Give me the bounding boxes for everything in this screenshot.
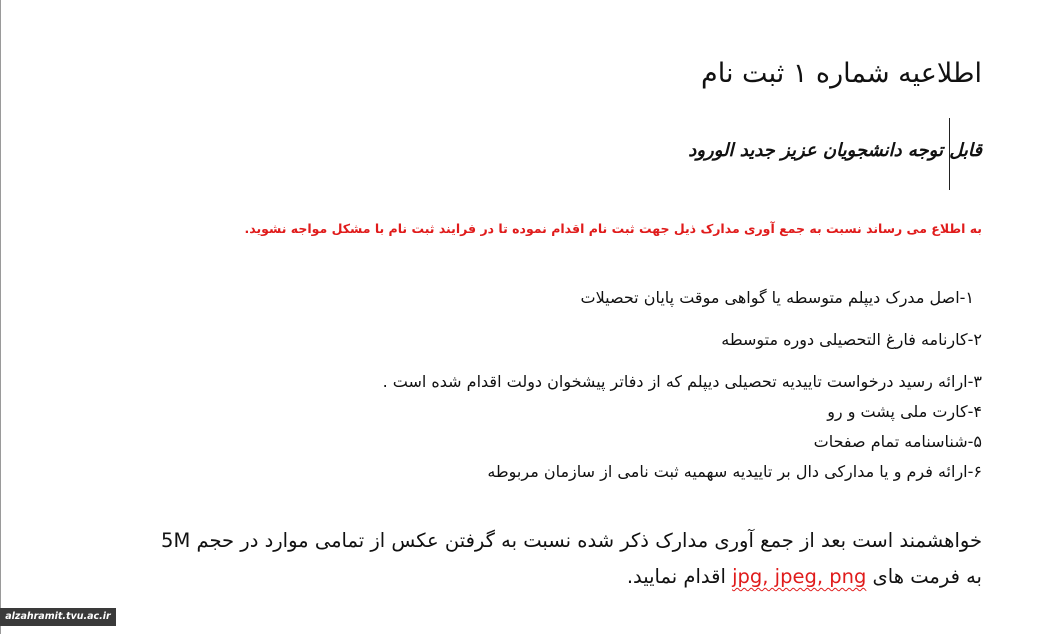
requirement-item: ۳-ارائه رسید درخواست تاییدیه تحصیلی دیپلم که از دفاتر پیشخوان دولت اقدام شده است . <box>382 372 982 391</box>
closing-line-2-prefix: به فرمت های <box>872 565 982 588</box>
site-watermark: alzahramit.tvu.ac.ir <box>0 608 116 626</box>
notice-text: به اطلاع می رساند نسبت به جمع آوری مدارک ذیل جهت ثبت نام اقدام نموده تا در فرایند ثبت نام با مشکل مواجه نشوید. <box>244 221 982 236</box>
closing-line-1: خواهشمند است بعد از جمع آوری مدارک ذکر شده نسبت به گرفتن عکس از تمامی موارد در حجم 5M <box>161 529 982 552</box>
requirement-item: ۲-کارنامه فارغ التحصیلی دوره متوسطه <box>721 330 982 349</box>
announcement-title: اطلاعیه شماره ۱ ثبت نام <box>701 58 982 89</box>
requirement-item: ۶-ارائه فرم و یا مدارکی دال بر تاییدیه سهمیه ثبت نامی از سازمان مربوطه <box>487 462 982 481</box>
closing-line-2 <box>22 559 982 595</box>
page-left-border <box>0 0 1 634</box>
requirement-item: ۵-شناسنامه تمام صفحات <box>813 432 982 451</box>
closing-line-2-suffix: اقدام نمایید. <box>626 565 726 588</box>
file-formats: jpg, jpeg, png <box>732 565 867 588</box>
closing-paragraph <box>22 523 982 595</box>
requirement-item: ۴-کارت ملی پشت و رو <box>827 402 982 421</box>
greeting-line: قابل توجه دانشجویان عزیز جدید الورود <box>688 140 982 161</box>
requirement-item: ۱-اصل مدرک دیپلم متوسطه یا گواهی موقت پایان تحصیلات <box>580 288 974 307</box>
